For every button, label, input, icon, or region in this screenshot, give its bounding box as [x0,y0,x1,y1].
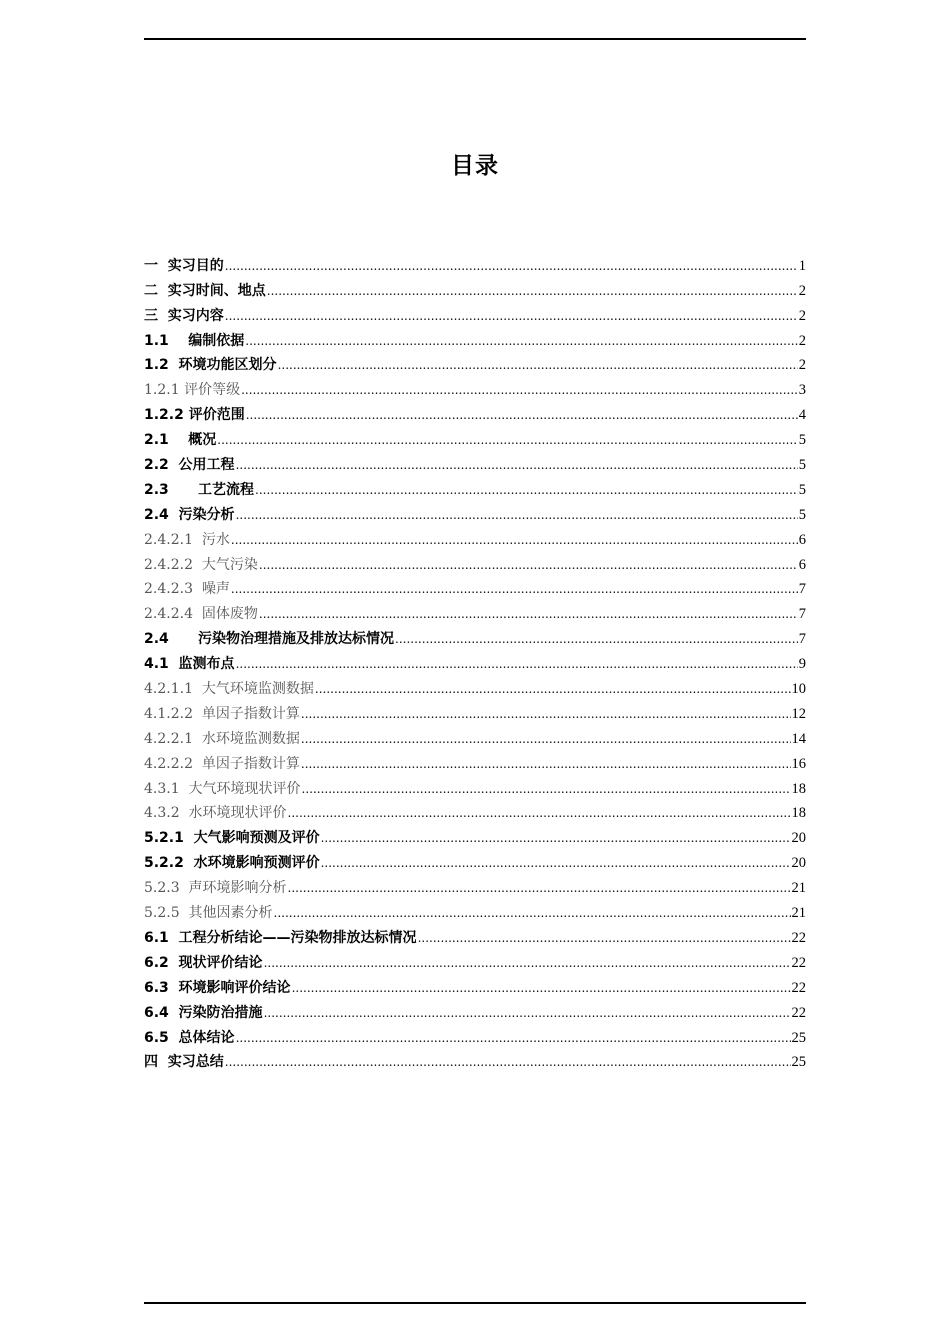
toc-entry-page-number: 2 [798,332,806,349]
toc-entry-label: 5.2.3 声环境影响分析 [144,880,287,897]
toc-entry[interactable] [144,897,806,922]
toc-entry[interactable] [144,598,806,623]
toc-leader-dots [245,332,797,350]
toc-leader-dots [278,356,798,374]
toc-entry-label: 4.1 监测布点 [144,656,235,673]
toc-entry-page-number: 4 [798,407,806,424]
toc-entry-page-number: 25 [791,1054,806,1071]
toc-leader-dots [264,1004,791,1022]
footer-rule [144,1302,806,1304]
toc-entry-page-number: 12 [791,705,806,722]
toc-entry-label: 4.3.1 大气环境现状评价 [144,780,301,797]
toc-entry-label: 5.2.2 水环境影响预测评价 [144,855,320,872]
toc-entry[interactable] [144,374,806,399]
page-title: 目录 [451,153,499,180]
toc-entry-page-number: 1 [798,257,806,274]
toc-entry-label: 一 实习目的 [144,257,224,274]
toc-entry-page-number: 6 [798,531,806,548]
toc-entry-label: 2.2 公用工程 [144,457,235,474]
toc-entry-page-number: 16 [791,755,806,772]
toc-entry[interactable] [144,424,806,449]
toc-entry-page-number: 21 [791,880,806,897]
toc-entry-page-number: 6 [798,556,806,573]
toc-entry-label: 1.2.1 评价等级 [144,382,241,399]
toc-entry[interactable] [144,300,806,325]
toc-entry[interactable] [144,325,806,350]
toc-entry-label: 4.2.1.1 大气环境监测数据 [144,681,314,698]
toc-leader-dots [259,556,798,574]
toc-entry-label: 6.4 污染防治措施 [144,1004,263,1021]
toc-leader-dots [241,381,798,399]
toc-entry[interactable] [144,997,806,1022]
toc-leader-dots [236,506,798,524]
toc-leader-dots [267,282,798,300]
toc-entry[interactable] [144,872,806,897]
toc-entry-page-number: 10 [791,681,806,698]
toc-leader-dots [225,307,798,325]
toc-entry-page-number: 5 [798,432,806,449]
toc-entry-label: 4.2.2.1 水环境监测数据 [144,730,300,747]
table-of-contents [144,250,806,1071]
toc-entry-page-number: 9 [798,656,806,673]
toc-entry-page-number: 22 [791,1004,806,1021]
toc-entry[interactable] [144,648,806,673]
toc-entry-page-number: 18 [791,805,806,822]
toc-entry-page-number: 5 [798,481,806,498]
toc-entry-page-number: 22 [791,929,806,946]
toc-entry[interactable] [144,623,806,648]
toc-entry[interactable] [144,524,806,549]
toc-leader-dots [217,431,797,449]
toc-entry-page-number: 14 [791,730,806,747]
toc-entry-label: 2.4.2.1 污水 [144,531,230,548]
toc-entry-page-number: 20 [791,830,806,847]
toc-entry-page-number: 7 [798,606,806,623]
toc-entry-label: 二 实习时间、地点 [144,282,266,299]
toc-entry-page-number: 21 [791,905,806,922]
toc-entry[interactable] [144,449,806,474]
toc-entry[interactable] [144,399,806,424]
toc-entry-page-number: 22 [791,954,806,971]
header-rule [144,38,806,40]
toc-leader-dots [395,630,798,648]
toc-entry-label: 2.4.2.3 噪声 [144,581,230,598]
toc-leader-dots [321,829,791,847]
toc-leader-dots [255,481,798,499]
toc-entry-page-number: 22 [791,979,806,996]
toc-leader-dots [315,680,791,698]
toc-entry-label: 2.1 概况 [144,432,217,449]
toc-entry[interactable] [144,922,806,947]
toc-entry-label: 1.2 环境功能区划分 [144,357,277,374]
toc-entry-label: 6.1 工程分析结论——污染物排放达标情况 [144,929,417,946]
toc-entry-label: 2.4.2.2 大气污染 [144,556,258,573]
toc-leader-dots [302,780,791,798]
toc-entry-page-number: 20 [791,855,806,872]
toc-entry-label: 4.2.2.2 单因子指数计算 [144,755,300,772]
toc-entry-label: 2.4.2.4 固体废物 [144,606,258,623]
toc-entry-page-number: 7 [798,631,806,648]
toc-entry-label: 2.3 工艺流程 [144,481,255,498]
toc-entry-page-number: 2 [798,307,806,324]
toc-entry[interactable] [144,474,806,499]
toc-entry-label: 1.1 编制依据 [144,332,245,349]
toc-entry-label: 6.2 现状评价结论 [144,954,263,971]
toc-leader-dots [236,655,798,673]
toc-leader-dots [288,879,791,897]
toc-leader-dots [301,730,791,748]
toc-entry[interactable] [144,698,806,723]
toc-leader-dots [225,1053,791,1071]
toc-entry-label: 2.4 污染物治理措施及排放达标情况 [144,631,395,648]
toc-entry-label: 5.2.5 其他因素分析 [144,905,273,922]
toc-entry[interactable] [144,847,806,872]
toc-entry[interactable] [144,1047,806,1072]
toc-entry[interactable] [144,1022,806,1047]
toc-entry[interactable] [144,350,806,375]
toc-leader-dots [259,605,798,623]
toc-leader-dots [301,755,791,773]
toc-entry[interactable] [144,723,806,748]
toc-leader-dots [321,854,791,872]
toc-leader-dots [292,979,791,997]
toc-leader-dots [301,705,791,723]
toc-entry[interactable] [144,748,806,773]
toc-leader-dots [225,257,798,275]
toc-entry-page-number: 3 [798,382,806,399]
toc-entry[interactable] [144,673,806,698]
toc-entry-label: 1.2.2 评价范围 [144,407,245,424]
toc-entry-label: 2.4 污染分析 [144,506,235,523]
toc-entry-page-number: 25 [791,1029,806,1046]
toc-entry[interactable] [144,275,806,300]
toc-leader-dots [236,1029,791,1047]
toc-leader-dots [274,904,791,922]
toc-leader-dots [231,580,798,598]
toc-entry[interactable] [144,798,806,823]
toc-entry-page-number: 2 [798,357,806,374]
toc-leader-dots [264,954,791,972]
toc-leader-dots [288,804,791,822]
toc-entry[interactable] [144,499,806,524]
toc-entry-label: 三 实习内容 [144,307,224,324]
toc-entry-label: 四 实习总结 [144,1054,224,1071]
toc-leader-dots [246,406,798,424]
toc-entry-label: 4.1.2.2 单因子指数计算 [144,705,300,722]
toc-entry[interactable] [144,549,806,574]
toc-entry[interactable] [144,250,806,275]
toc-entry-page-number: 18 [791,780,806,797]
toc-entry-label: 5.2.1 大气影响预测及评价 [144,830,320,847]
toc-entry[interactable] [144,947,806,972]
toc-entry-label: 6.3 环境影响评价结论 [144,979,291,996]
toc-entry[interactable] [144,822,806,847]
toc-entry[interactable] [144,773,806,798]
toc-leader-dots [231,531,798,549]
toc-entry-page-number: 2 [798,282,806,299]
toc-entry-page-number: 7 [798,581,806,598]
toc-entry[interactable] [144,972,806,997]
toc-leader-dots [236,456,798,474]
toc-entry-label: 6.5 总体结论 [144,1029,235,1046]
toc-entry-page-number: 5 [798,506,806,523]
toc-entry-label: 4.3.2 水环境现状评价 [144,805,287,822]
toc-entry[interactable] [144,574,806,599]
toc-leader-dots [418,929,791,947]
toc-entry-page-number: 5 [798,457,806,474]
